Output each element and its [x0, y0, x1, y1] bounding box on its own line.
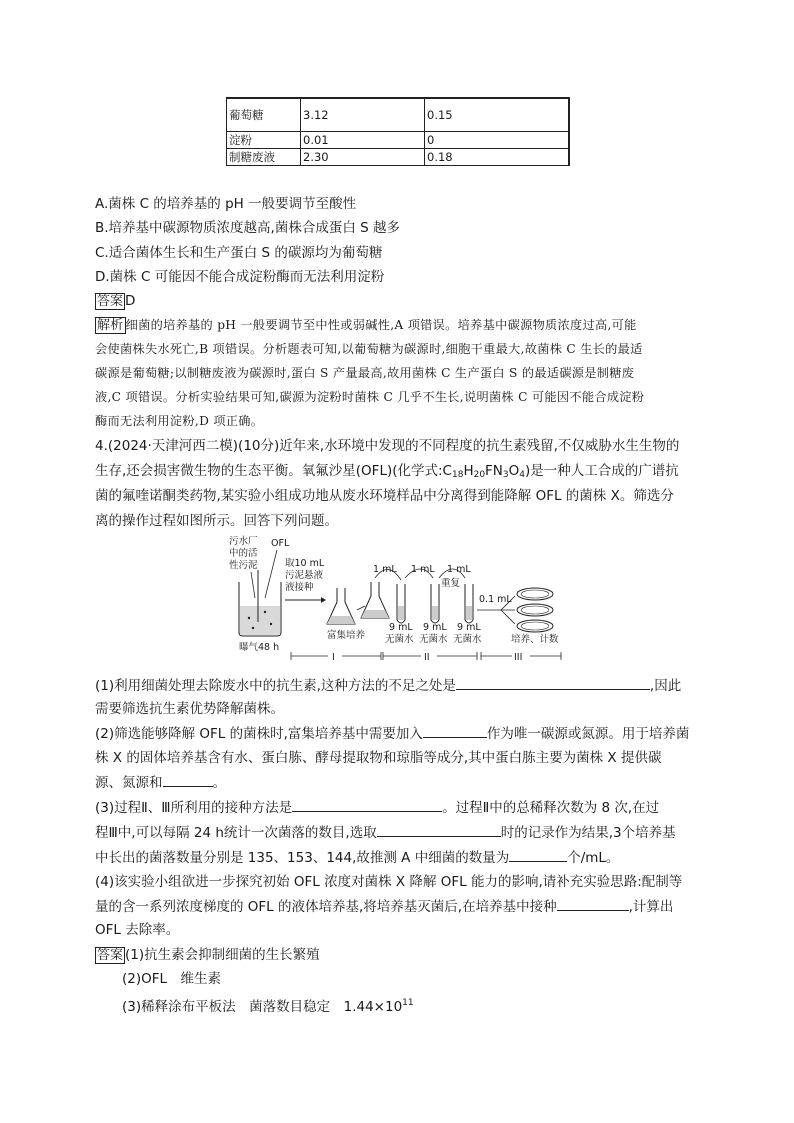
screening-procedure-diagram: [225, 532, 585, 664]
water-label: 无菌水: [419, 634, 448, 645]
flask-icon: [327, 588, 355, 624]
subq-2-line-1: [95, 723, 689, 744]
subq-text: 作为唯一碳源或氮源。用于培养菌: [486, 726, 690, 742]
table-row: [227, 132, 570, 149]
subq-text: 时的记录作为结果,3个培养基: [500, 825, 676, 841]
q4-text: )是一种人工合成的广谱抗: [525, 463, 679, 479]
answer-blank[interactable]: [423, 723, 487, 738]
repeat-label: 重复: [441, 578, 461, 589]
table-cell: 0.01: [301, 132, 425, 149]
answer-text: (1)抗生素会抑制细菌的生长繁殖: [125, 947, 320, 963]
subq-2-line-2: 株 X 的固体培养基含有水、蛋白胨、酵母提取物和琼脂等成分,其中蛋白胨主要为菌株 X 提供碳: [95, 750, 662, 766]
analysis-text: 细菌的培养基的 pH 一般要调节至中性或弱碱性,A 项错误。培养基中碳源物质浓度过高,可能: [125, 318, 637, 332]
subq-text: 量的含一系列浓度梯度的 OFL 的液体培养基,将培养基灭菌后,在培养基中接种: [95, 899, 557, 915]
table-cell: 制糖废液: [227, 149, 301, 166]
answer-blank[interactable]: [292, 797, 442, 812]
answer-4-line-3: [122, 993, 414, 1017]
analysis-line-1: [95, 314, 637, 337]
option-a: A.菌株 C 的培养基的 pH 一般要调节至酸性: [95, 196, 357, 212]
subq-3-line-2: [95, 822, 676, 843]
question-4-line-2: [95, 461, 679, 485]
table-row: [227, 98, 570, 132]
source-label-2: 中的活: [229, 548, 258, 559]
question-4-line-3: 菌的氟喹诺酮类药物,某实验小组成功地从废水环境样品中分离得到能降解 OFL 的菌株 X。筛选分: [95, 488, 674, 504]
formula-part: O: [508, 463, 520, 479]
subq-text: 中长出的菌落数量分别是 135、153、144,故推测 A 中细菌的数量为: [95, 850, 510, 866]
subq-text: 程Ⅲ中,可以每隔 24 h统计一次菌落的数目,选取: [95, 825, 377, 841]
answer-tag: 答案: [97, 294, 124, 309]
option-d: D.菌株 C 可能因不能合成淀粉酶而无法利用淀粉: [95, 269, 385, 285]
subq-text: (3)过程Ⅱ、Ⅲ所利用的接种方法是: [95, 800, 293, 816]
stage-label: III: [514, 652, 523, 663]
subq-text: (2)筛选能够降解 OFL 的菌株时,富集培养基中需要加入: [95, 726, 423, 742]
subq-text: (1)利用细菌处理去除废水中的抗生素,这种方法的不足之处是: [95, 678, 456, 694]
analysis-line-2: 会使菌株失水死亡,B 项错误。分析题表可知,以葡萄糖为碳源时,细胞干重最大,故菌株 C 生长的最适: [95, 342, 643, 356]
aerate-label: 曝气48 h: [239, 642, 280, 653]
answer-blank[interactable]: [377, 822, 501, 837]
water-volume: 9 mL: [389, 622, 413, 633]
subq-3-line-3: [95, 847, 619, 868]
answer-text: (3)稀释涂布平板法 菌落数目稳定 1.44×10: [122, 999, 403, 1015]
take-label-3: 液接种: [285, 582, 314, 593]
enrich-label: 富集培养: [327, 630, 366, 641]
answer-blank[interactable]: [163, 772, 213, 787]
answer-line: [95, 291, 135, 312]
formula-sub: 18: [451, 470, 464, 480]
subq-text: ,因此: [649, 678, 682, 694]
petri-dish-icon: [517, 588, 553, 600]
table-cell: 0: [425, 132, 570, 149]
table-cell: 葡萄糖: [227, 98, 301, 132]
analysis-line-3: 碳源是葡萄糖;以制糖废液为碳源时,蛋白 S 产量最高,故用菌株 C 生产蛋白 S 的最适碳源是制糖废: [95, 366, 635, 380]
table-cell: 0.15: [425, 98, 570, 132]
formula-part: FN: [485, 463, 503, 479]
answer-4-line-2: (2)OFL 维生素: [122, 971, 222, 987]
transfer-volume: 1 mL: [373, 564, 397, 575]
source-label-1: 污水厂: [229, 536, 258, 547]
subq-3-line-1: [95, 797, 659, 818]
formula-part: H: [463, 463, 474, 479]
subq-4-line-1: (4)该实验小组欲进一步探究初始 OFL 浓度对菌株 X 降解 OFL 能力的影响,请补充实验思路:配制等: [95, 874, 683, 890]
subq-text: 。过程Ⅱ中的总稀释次数为 8 次,在过: [442, 800, 660, 816]
question-4-line-4: 离的操作过程如图所示。回答下列问题。: [95, 513, 338, 529]
subq-text: 个/mL。: [567, 850, 620, 866]
subq-1-line-2: 需要筛选抗生素优势降解菌株。: [95, 701, 284, 717]
transfer-volume: 1 mL: [411, 564, 435, 575]
test-tube-icon: [397, 584, 405, 623]
ofl-label: OFL: [271, 538, 290, 549]
option-b: B.培养基中碳源物质浓度越高,菌株合成蛋白 S 越多: [95, 220, 400, 236]
stage-label: I: [332, 652, 335, 663]
answer-blank[interactable]: [557, 896, 629, 911]
petri-dish-icon: [517, 604, 553, 616]
formula-sub: 20: [473, 470, 486, 480]
test-tube-icon: [465, 584, 473, 623]
carbon-source-table: [226, 97, 570, 166]
analysis-tag: 解析: [97, 318, 124, 333]
culture-count-label: 培养、计数: [511, 634, 559, 645]
analysis-line-5: 酶而无法利用淀粉,D 项正确。: [95, 414, 264, 428]
subq-text: 源、氮源和: [95, 775, 163, 791]
exponent: 11: [402, 998, 414, 1008]
answer-blank[interactable]: [456, 675, 650, 690]
answer-4-line-1: [95, 945, 320, 966]
flask-icon: [361, 582, 389, 618]
analysis-line-4: 液,C 项错误。分析实验结果可知,碳源为淀粉时菌株 C 几乎不生长,说明菌株 C 可能因不能合成淀粉: [95, 390, 645, 404]
source-label-3: 性污泥: [229, 560, 258, 571]
formula-sub: 4: [519, 470, 526, 480]
subq-text: ,计算出: [628, 899, 674, 915]
q4-text: 生存,还会损害微生物的生态平衡。氧氟沙星(OFL)(化学式:C: [95, 463, 452, 479]
take-label-1: 取10 mL: [285, 558, 325, 569]
answer-tag: 答案: [97, 948, 124, 963]
answer-blank[interactable]: [509, 847, 567, 862]
subq-4-line-2: [95, 896, 673, 917]
water-volume: 9 mL: [423, 622, 447, 633]
table-cell: 3.12: [301, 98, 425, 132]
subq-2-line-3: [95, 772, 226, 793]
water-label: 无菌水: [453, 634, 482, 645]
option-c: C.适合菌体生长和生产蛋白 S 的碳源均为葡萄糖: [95, 245, 383, 261]
test-tube-icon: [431, 584, 439, 623]
formula-sub: 3: [502, 470, 509, 480]
take-label-2: 污泥悬液: [285, 570, 324, 581]
table-cell: 淀粉: [227, 132, 301, 149]
water-volume: 9 mL: [457, 622, 481, 633]
water-label: 无菌水: [385, 634, 414, 645]
petri-dish-icon: [517, 620, 553, 632]
plate-volume: 0.1 mL: [479, 594, 512, 605]
transfer-volume: 1 mL: [447, 564, 471, 575]
beaker-icon: [239, 570, 281, 636]
table-cell: 0.18: [425, 149, 570, 166]
subq-4-line-3: OFL 去除率。: [95, 922, 180, 938]
answer-text: D: [125, 293, 136, 309]
stage-label: II: [424, 652, 430, 663]
table-cell: 2.30: [301, 149, 425, 166]
table-row: [227, 149, 570, 166]
question-4-line-1: 4.(2024·天津河西二模)(10分)近年来,水环境中发现的不同程度的抗生素残留,不仅威胁水生生物的: [95, 438, 680, 454]
subq-1-line-1: [95, 675, 681, 696]
subq-text: 。: [212, 775, 226, 791]
